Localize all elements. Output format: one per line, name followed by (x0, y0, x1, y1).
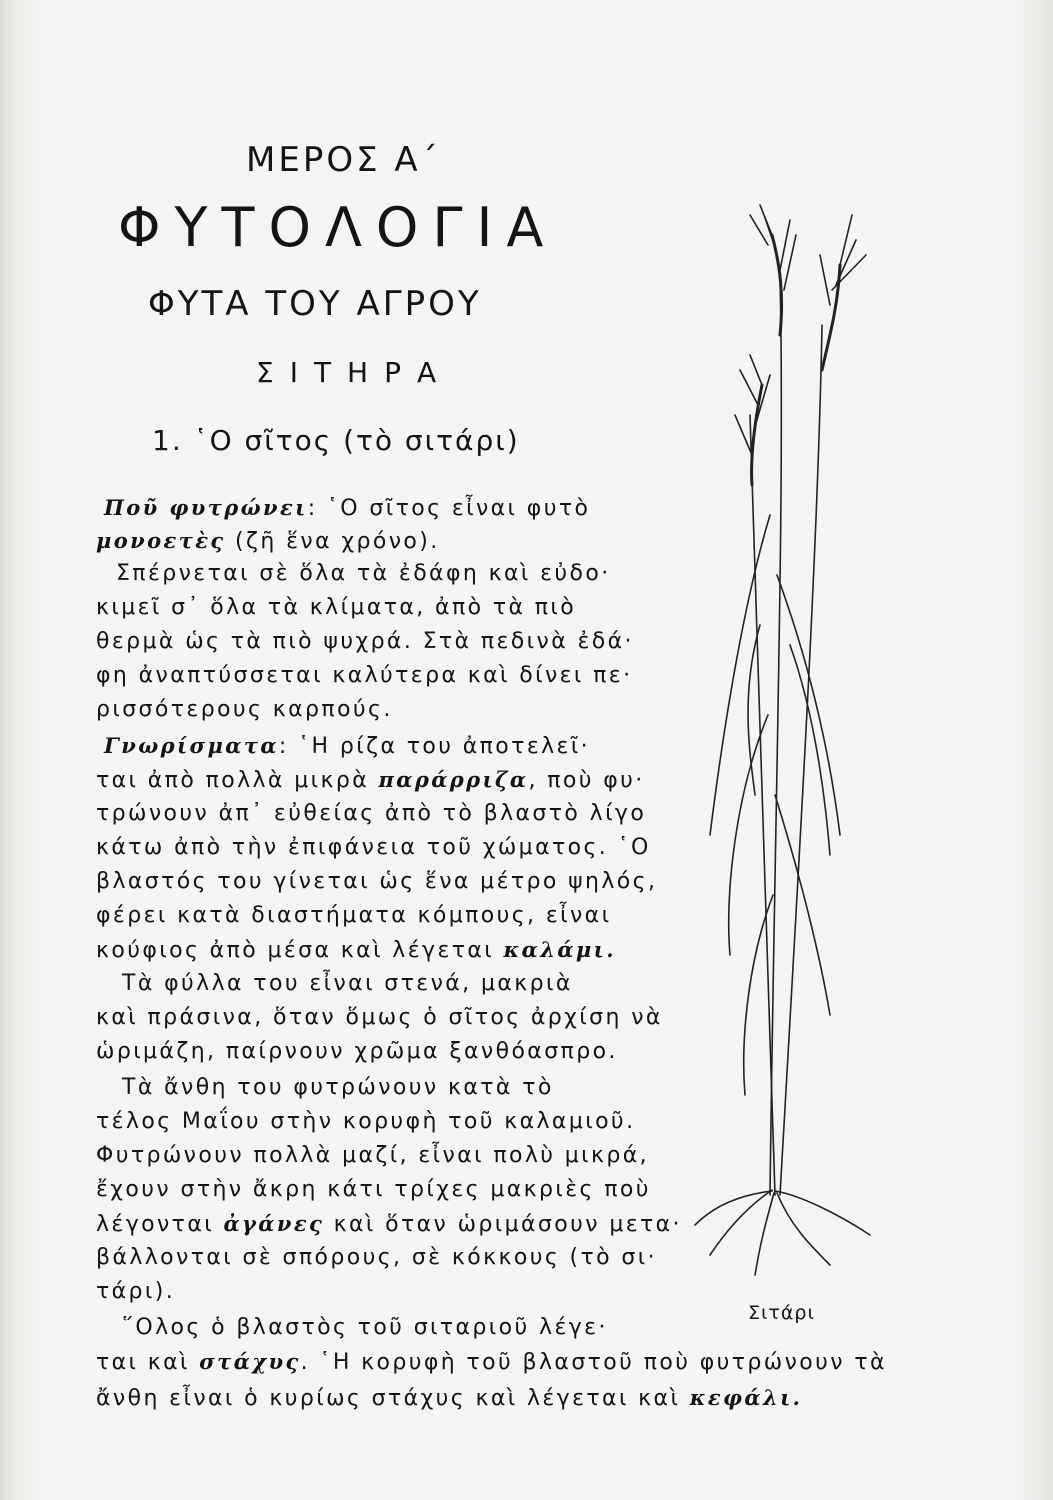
chapter-subtitle: ΦΥΤΑ ΤΟΥ ΑΓΡΟΥ (148, 284, 482, 324)
text-run: καὶ ὅταν ὡριμάσουν μετα· (324, 1212, 682, 1237)
lesson-title: 1. ῾Ο σῖτος (τὸ σιτάρι) (152, 424, 520, 457)
body-line (104, 732, 590, 761)
emphasis-term: στάχυς (199, 1349, 301, 1374)
text-run: : ῾Ο σῖτος εἶναι φυτὸ (307, 496, 591, 521)
body-line: θερμὰ ὡς τὰ πιὸ ψυχρά. Στὰ πεδινὰ ἐδά· (96, 629, 634, 654)
body-line: τρώνουν ἀπ᾽ εὐθείας ἀπὸ τὸ βλαστὸ λίγο (96, 801, 647, 826)
body-line: κάτω ἀπὸ τὴν ἐπιφάνεια τοῦ χώματος. ῾Ο (96, 835, 651, 860)
body-line: βάλλονται σὲ σπόρους, σὲ κόκκους (τὸ σι· (96, 1245, 657, 1270)
body-line (104, 494, 590, 523)
body-line: βλαστός του γίνεται ὡς ἕνα μέτρο ψηλός, (96, 869, 658, 894)
body-line: καὶ πράσινα, ὅταν ὅμως ὁ σῖτος ἀρχίση νὰ (96, 1005, 663, 1030)
page-title: ΦΥΤΟΛΟΓΙΑ (118, 196, 558, 259)
emphasis-term: παράρριζα (378, 767, 529, 792)
text-run: ἄνθη εἶναι ὁ κυρίως στάχυς καὶ λέγεται καὶ (96, 1386, 690, 1411)
body-line (96, 1210, 682, 1239)
text-run: : ῾Η ρίζα του ἀποτελεῖ· (278, 734, 591, 759)
body-line: ῞Ολος ὁ βλαστὸς τοῦ σιταριοῦ λέγε· (122, 1315, 608, 1340)
body-line (96, 1348, 887, 1377)
body-line (96, 527, 440, 556)
emphasis-term: ἀγάνες (223, 1211, 325, 1236)
text-run: ται καὶ (96, 1350, 200, 1375)
body-line: τέλος Μαΐου στὴν κορυφὴ τοῦ καλαμιοῦ. (96, 1109, 636, 1134)
text-run: ται ἀπὸ πολλὰ μικρὰ (96, 768, 379, 793)
body-line (96, 936, 616, 965)
part-heading: ΜΕΡΟΣ Α΄ (246, 140, 441, 180)
body-line (96, 766, 645, 795)
text-run: . ῾Η κορυφὴ τοῦ βλαστοῦ ποὺ φυτρώνουν τὰ (300, 1350, 887, 1375)
body-line: ρισσότερους καρπούς. (96, 697, 393, 722)
body-line: ἔχουν στὴν ἄκρη κάτι τρίχες μακριὲς ποὺ (96, 1177, 651, 1202)
text-run: λέγονται (96, 1212, 224, 1237)
body-line: ὡριμάζη, παίρνουν χρῶμα ξανθόασπρο. (96, 1039, 618, 1064)
body-line: Σπέρνεται σὲ ὅλα τὰ ἐδάφη καὶ εὐδο· (116, 561, 611, 586)
emphasis-term: κεφάλι. (689, 1385, 803, 1410)
body-line: τάρι). (96, 1279, 176, 1304)
emphasis-term: μονοετὲς (96, 528, 226, 553)
emphasis-term: Ποῦ φυτρώνει (104, 495, 308, 520)
text-run: (ζῆ ἕνα χρόνο). (225, 529, 440, 554)
figure-caption: Σιτάρι (748, 1302, 815, 1324)
body-line: φέρει κατὰ διαστήματα κόμπους, εἶναι (96, 903, 612, 928)
section-heading: ΣΙΤΗΡΑ (256, 356, 453, 389)
body-line: φη ἀναπτύσσεται καλύτερα καὶ δίνει πε· (96, 663, 633, 688)
body-line: Τὰ ἄνθη του φυτρώνουν κατὰ τὸ (122, 1075, 554, 1100)
body-line: Τὰ φύλλα του εἶναι στενά, μακριὰ (122, 971, 573, 996)
text-run: , ποὺ φυ· (528, 768, 645, 793)
text-run: κούφιος ἀπὸ μέσα καὶ λέγεται (96, 938, 504, 963)
body-line: Φυτρώνουν πολλὰ μαζί, εἶναι πολὺ μικρά, (96, 1143, 650, 1168)
emphasis-term: καλάμι. (503, 937, 616, 962)
body-line: κιμεῖ σ᾽ ὅλα τὰ κλίματα, ἀπὸ τὰ πιὸ (96, 595, 577, 620)
emphasis-term: Γνωρίσματα (104, 733, 279, 758)
body-line (96, 1384, 802, 1413)
wheat-plant-illustration (680, 195, 930, 1285)
